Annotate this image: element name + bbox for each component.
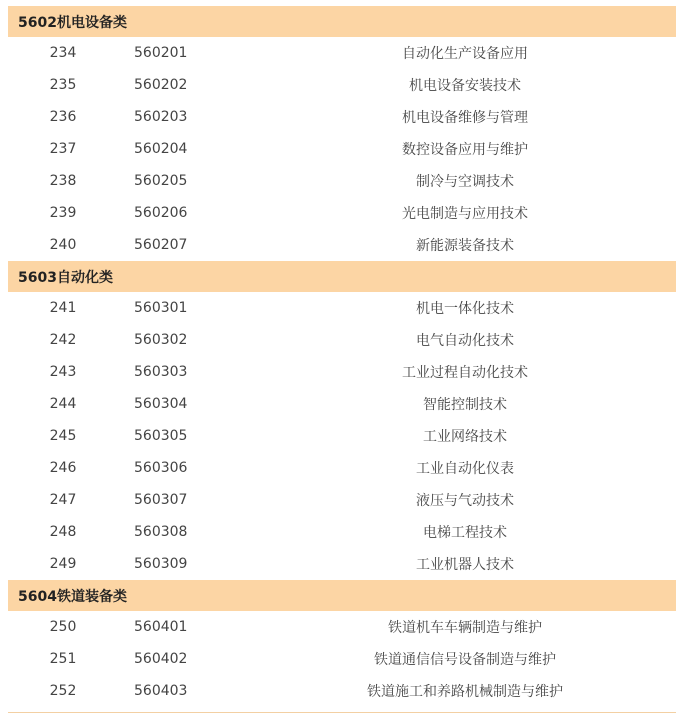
row-number: 250 [49,619,77,635]
major-name: 铁道通信信号设备制造与维护 [374,652,556,668]
major-name: 工业机器人技术 [416,557,514,573]
major-code: 560301 [134,300,188,316]
table-row [8,133,676,165]
major-name: 数控设备应用与维护 [402,142,528,158]
major-name: 新能源装备技术 [416,238,514,254]
major-code: 560205 [134,173,188,189]
table-row [8,229,676,261]
major-code: 560307 [134,492,188,508]
row-number: 240 [49,237,77,253]
row-number: 239 [49,205,77,221]
row-number: 235 [49,77,77,93]
major-name: 机电一体化技术 [416,301,514,317]
major-name: 电气自动化技术 [416,333,514,349]
row-number: 242 [49,332,77,348]
table-row [8,548,676,580]
major-code: 560204 [134,141,188,157]
major-name: 智能控制技术 [423,397,507,413]
table-row [8,643,676,675]
major-code: 560303 [134,364,188,380]
section-header: 5602机电设备类 [8,6,676,37]
major-name: 机电设备维修与管理 [402,110,528,126]
major-name: 制冷与空调技术 [416,174,514,190]
major-code: 560201 [134,45,188,61]
row-number: 245 [49,428,77,444]
table-row [8,165,676,197]
table-row [8,356,676,388]
table-row [8,292,676,324]
major-code: 560308 [134,524,188,540]
row-number: 241 [49,300,77,316]
row-number: 249 [49,556,77,572]
major-name: 工业过程自动化技术 [402,365,528,381]
major-code: 560309 [134,556,188,572]
major-name: 电梯工程技术 [423,525,507,541]
major-name: 铁道施工和养路机械制造与维护 [367,684,563,700]
major-code: 560206 [134,205,188,221]
row-number: 236 [49,109,77,125]
row-number: 237 [49,141,77,157]
major-code: 560306 [134,460,188,476]
row-number: 248 [49,524,77,540]
major-code: 560207 [134,237,188,253]
table-row [8,420,676,452]
row-number: 251 [49,651,77,667]
major-name: 工业网络技术 [423,429,507,445]
row-number: 243 [49,364,77,380]
major-code: 560403 [134,683,188,699]
major-name: 光电制造与应用技术 [402,206,528,222]
section-header: 5604铁道装备类 [8,580,676,611]
major-code: 560401 [134,619,188,635]
major-code: 560402 [134,651,188,667]
row-number: 238 [49,173,77,189]
major-code: 560304 [134,396,188,412]
major-name: 工业自动化仪表 [416,461,514,477]
major-code: 560202 [134,77,188,93]
section-header: 5603自动化类 [8,261,676,292]
major-code: 560305 [134,428,188,444]
table-row [8,388,676,420]
major-code: 560302 [134,332,188,348]
table-row [8,197,676,229]
major-name: 自动化生产设备应用 [402,46,528,62]
table-row [8,484,676,516]
table-row [8,101,676,133]
table-row [8,516,676,548]
major-name: 液压与气动技术 [416,493,514,509]
table-row [8,611,676,643]
table-row [8,69,676,101]
table-row [8,324,676,356]
table-row [8,37,676,69]
major-code: 560203 [134,109,188,125]
major-name: 机电设备安装技术 [409,78,521,94]
major-name: 铁道机车车辆制造与维护 [388,620,542,636]
major-catalog-table [8,6,676,707]
table-row [8,452,676,484]
row-number: 252 [49,683,77,699]
row-number: 247 [49,492,77,508]
row-number: 234 [49,45,77,61]
row-number: 246 [49,460,77,476]
table-bottom-divider [8,712,676,713]
row-number: 244 [49,396,77,412]
table-row [8,675,676,707]
